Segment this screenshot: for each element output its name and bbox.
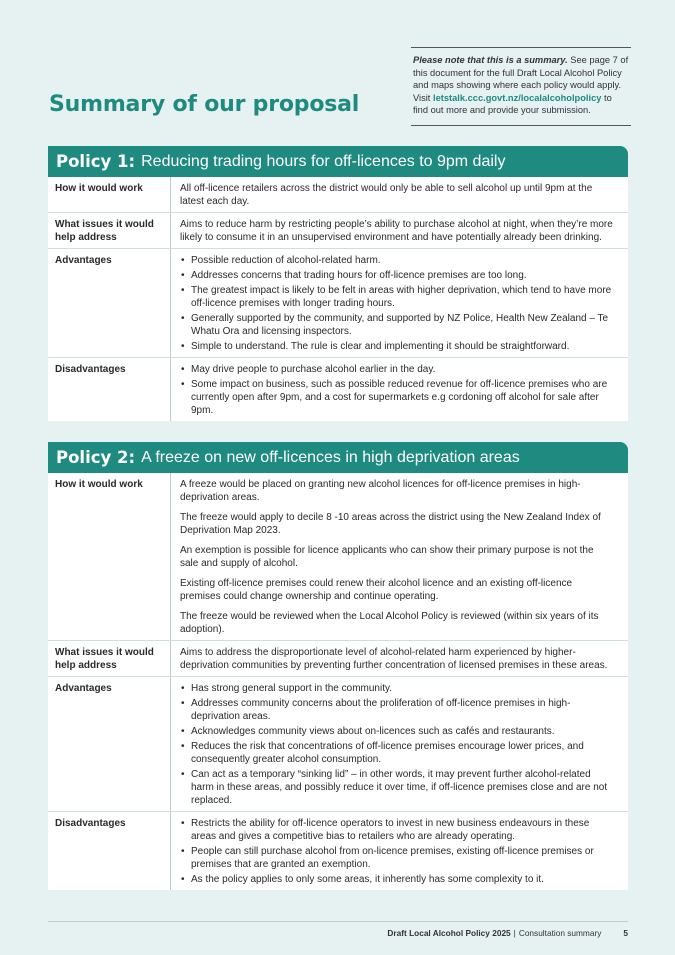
page-title: Summary of our proposal: [49, 92, 360, 117]
bullet-item: • Possible reduction of alcohol-related harm.: [180, 254, 614, 267]
bullet-item: • Can act as a temporary “sinking lid” – in other words, it may prevent further alcohol-related harm in these areas, and possibly reduce it over time, if off-licence premises close and are not replaced.: [180, 768, 614, 807]
row-label: Disadvantages: [48, 358, 171, 421]
row-paragraph: The freeze would be reviewed when the Local Alcohol Policy is reviewed (within six years of its adoption).: [180, 611, 599, 635]
row-paragraph: All off-licence retailers across the district would only be able to sell alcohol up until 9pm at the latest each day.: [180, 183, 593, 207]
row-body: [171, 677, 628, 811]
footer-doc-title: Draft Local Alcohol Policy 2025: [387, 928, 511, 938]
table-row: [48, 812, 628, 890]
table-row: [48, 177, 628, 213]
row-paragraph: Aims to address the disproportionate level of alcohol-related harm experienced by higher-deprivation communities by preventing further concentration of licensed premises in these areas.: [180, 647, 608, 671]
bullet-item: • Has strong general support in the community.: [180, 682, 614, 695]
policy-title: Reducing trading hours for off-licences to 9pm daily: [141, 152, 506, 170]
row-paragraph: Existing off-licence premises could renew their alcohol licence and an existing off-licence premises could change ownership and continue operating.: [180, 578, 573, 602]
row-label: How it would work: [48, 177, 171, 212]
row-label: What issues it would help address: [48, 641, 171, 676]
row-paragraph: Aims to reduce harm by restricting people’s ability to purchase alcohol at night, when they’re more likely to consume it in an unsupervised environment and have potentially already been drinking.: [180, 219, 613, 243]
table-row: [48, 473, 628, 641]
policy-header: [48, 442, 628, 473]
row-body: [171, 213, 628, 248]
note-text: See page 7 of this document for the full Draft Local Alcohol Policy and maps showing where each policy would apply. Visit: [413, 55, 629, 103]
row-paragraph: A freeze would be placed on granting new alcohol licences for off-licence premises in high-deprivation areas.: [180, 479, 581, 503]
bullet-item: • Some impact on business, such as possible reduced revenue for off-licence premises who are currently open after 9pm, and a cost for supermarkets e.g cordoning off alcohol for sale after 9pm.: [180, 378, 614, 417]
row-label: How it would work: [48, 473, 171, 640]
bullet-list: [180, 363, 614, 417]
policy-header: [48, 146, 628, 177]
policy-1-section: [48, 146, 628, 421]
note-link[interactable]: letstalk.ccc.govt.nz/localalcoholpolicy: [432, 92, 602, 103]
policy-number: Policy 1:: [56, 152, 136, 171]
row-label: Advantages: [48, 677, 171, 811]
row-label: Advantages: [48, 249, 171, 357]
row-body: [171, 812, 628, 890]
bullet-item: • May drive people to purchase alcohol earlier in the day.: [180, 363, 614, 376]
table-row: [48, 249, 628, 358]
bullet-list: [180, 254, 614, 353]
bullet-item: • Restricts the ability for off-licence operators to invest in new business endeavours in these areas and gives a competitive bias to retailers who are already operating.: [180, 817, 614, 843]
note-emphasis: Please note that this is a summary.: [413, 55, 568, 65]
policy-2-section: [48, 442, 628, 890]
table-row: [48, 358, 628, 421]
bullet-list: [180, 682, 614, 807]
page-footer: [48, 921, 628, 938]
row-label: What issues it would help address: [48, 213, 171, 248]
row-paragraph: The freeze would apply to decile 8 -10 areas across the district using the New Zealand Index of Deprivation Map 2023.: [180, 512, 601, 536]
bullet-item: • Simple to understand. The rule is clear and implementing it should be straightforward.: [180, 340, 614, 353]
footer-subtitle: Consultation summary: [518, 928, 602, 938]
bullet-item: • Generally supported by the community, and supported by NZ Police, Health New Zealand – Te Whatu Ora and licensing inspectors.: [180, 312, 614, 338]
bullet-item: • As the policy applies to only some areas, it inherently has some complexity to it.: [180, 873, 614, 886]
footer-separator: |: [513, 928, 516, 938]
table-row: [48, 213, 628, 249]
bullet-item: • Addresses community concerns about the proliferation of off-licence premises in high-deprivation areas.: [180, 697, 614, 723]
row-label: Disadvantages: [48, 812, 171, 890]
page-number: 5: [623, 928, 628, 938]
bullet-item: • People can still purchase alcohol from on-licence premises, existing off-licence premises or premises that are granted an exemption.: [180, 845, 614, 871]
policy-title: A freeze on new off-licences in high deprivation areas: [141, 448, 520, 466]
bullet-item: • Reduces the risk that concentrations of off-licence premises encourage lower prices, and consequently greater alcohol consumption.: [180, 740, 614, 766]
bullet-item: • Addresses concerns that trading hours for off-licence premises are too long.: [180, 269, 614, 282]
summary-note: [411, 47, 631, 126]
policy-table: [48, 177, 628, 421]
bullet-item: • The greatest impact is likely to be felt in areas with higher deprivation, which tend to have more off-licence premises with longer trading hours.: [180, 284, 614, 310]
policy-table: [48, 473, 628, 890]
note-end: to find out more and provide your submission.: [413, 92, 612, 116]
bullet-item: • Acknowledges community views about on-licences such as cafés and restaurants.: [180, 725, 614, 738]
table-row: [48, 641, 628, 677]
table-row: [48, 677, 628, 812]
row-body: [171, 473, 628, 640]
row-paragraph: An exemption is possible for licence applicants who can show their primary purpose is not the sale and supply of alcohol.: [180, 545, 594, 569]
policy-number: Policy 2:: [56, 448, 136, 467]
bullet-list: [180, 817, 614, 886]
row-body: [171, 358, 628, 421]
row-body: [171, 177, 628, 212]
row-body: [171, 641, 628, 676]
row-body: [171, 249, 628, 357]
